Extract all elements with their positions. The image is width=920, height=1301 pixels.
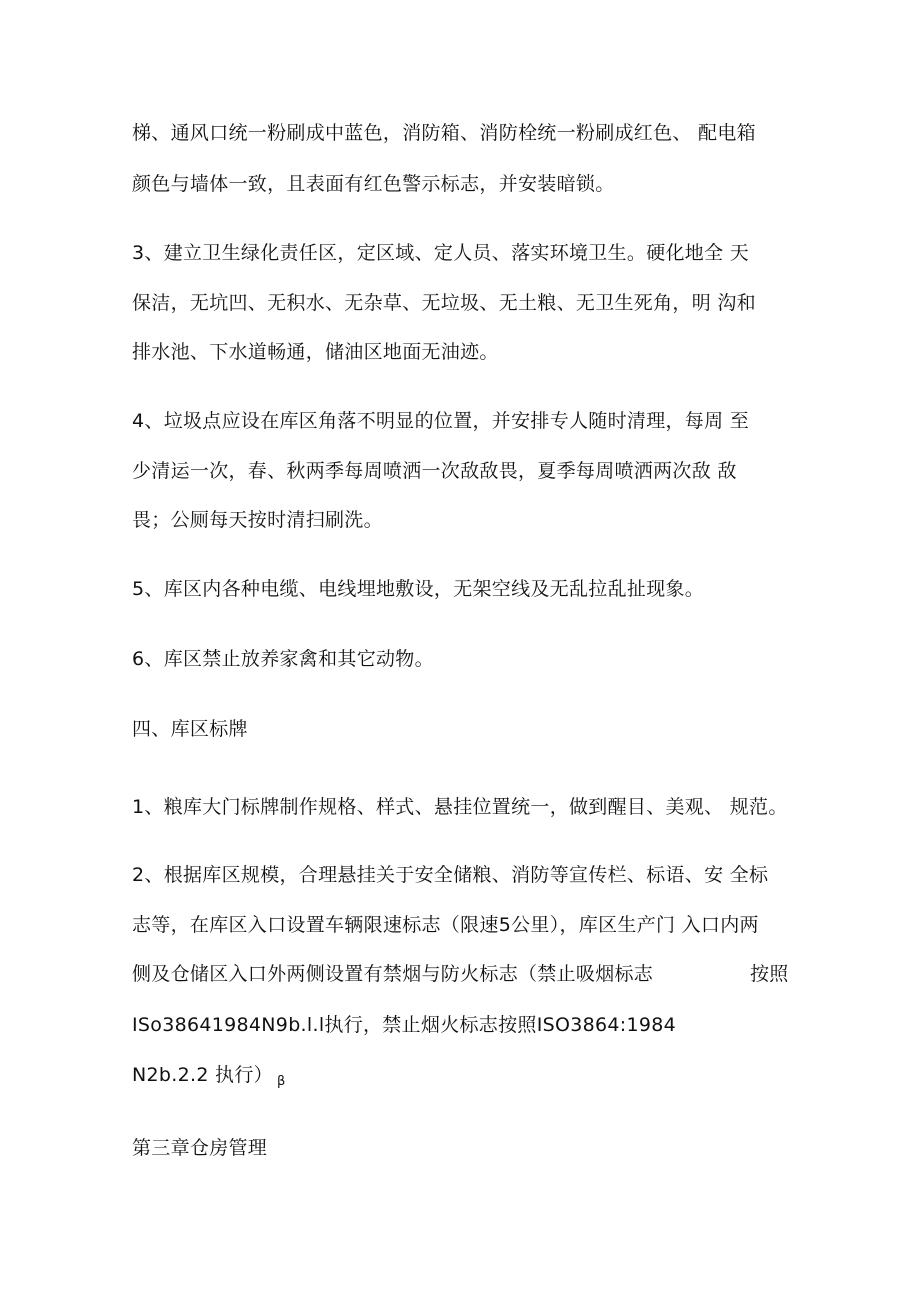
text-line-5: 排水池、下水道畅通，储油区地面无油迹。	[132, 341, 499, 363]
text-line-17-main: N2b.2.2 执行）	[132, 1064, 273, 1086]
text-line-3: 3、建立卫生绿化责任区，定区域、定人员、落实环境卫生。硬化地全 天	[132, 242, 750, 264]
text-line-1: 梯、通风口统一粉刷成中蓝色，消防箱、消防栓统一粉刷成红色、 配电箱	[132, 122, 756, 144]
chapter-heading: 第三章仓房管理	[132, 1137, 268, 1159]
text-line-2: 颜色与墙体一致，且表面有红色警示标志，并安装暗锁。	[132, 173, 615, 195]
text-line-7: 少清运一次，春、秋两季每周喷洒一次敌敌畏，夏季每周喷洒两次敌 敌	[132, 460, 737, 482]
text-line-15-tail: 按照	[750, 963, 789, 985]
text-line-14: 志等，在库区入口设置车辆限速标志（限速5公里），库区生产门 入口内两	[132, 914, 759, 936]
text-line-4: 保洁，无坑凹、无积水、无杂草、无垃圾、无土粮、无卫生死角，明 沟和	[132, 292, 756, 314]
text-line-17	[132, 1062, 286, 1091]
section-heading: 四、库区标牌	[132, 718, 248, 740]
text-line-13: 2、根据库区规模，合理悬挂关于安全储粮、消防等宣传栏、标语、安 全标	[132, 864, 769, 886]
text-line-9: 5、库区内各种电缆、电线埋地敷设，无架空线及无乱拉乱扯现象。	[132, 578, 705, 600]
text-line-8: 畏；公厕每天按时清扫刷洗。	[132, 509, 383, 531]
text-line-15: 侧及仓储区入口外两侧设置有禁烟与防火标志（禁止吸烟标志	[132, 963, 654, 985]
text-line-6: 4、垃圾点应设在库区角落不明显的位置，并安排专人随时清理，每周 至	[132, 410, 750, 432]
beta-mark: β	[276, 1074, 286, 1089]
text-line-10: 6、库区禁止放养家禽和其它动物。	[132, 648, 434, 670]
text-line-12: 1、粮库大门标牌制作规格、样式、悬挂位置统一，做到醒目、美观、 规范。	[132, 796, 788, 818]
text-line-16: ISo38641984N9b.l.l执行，禁止烟火标志按照ISO3864:1984	[132, 1014, 677, 1036]
